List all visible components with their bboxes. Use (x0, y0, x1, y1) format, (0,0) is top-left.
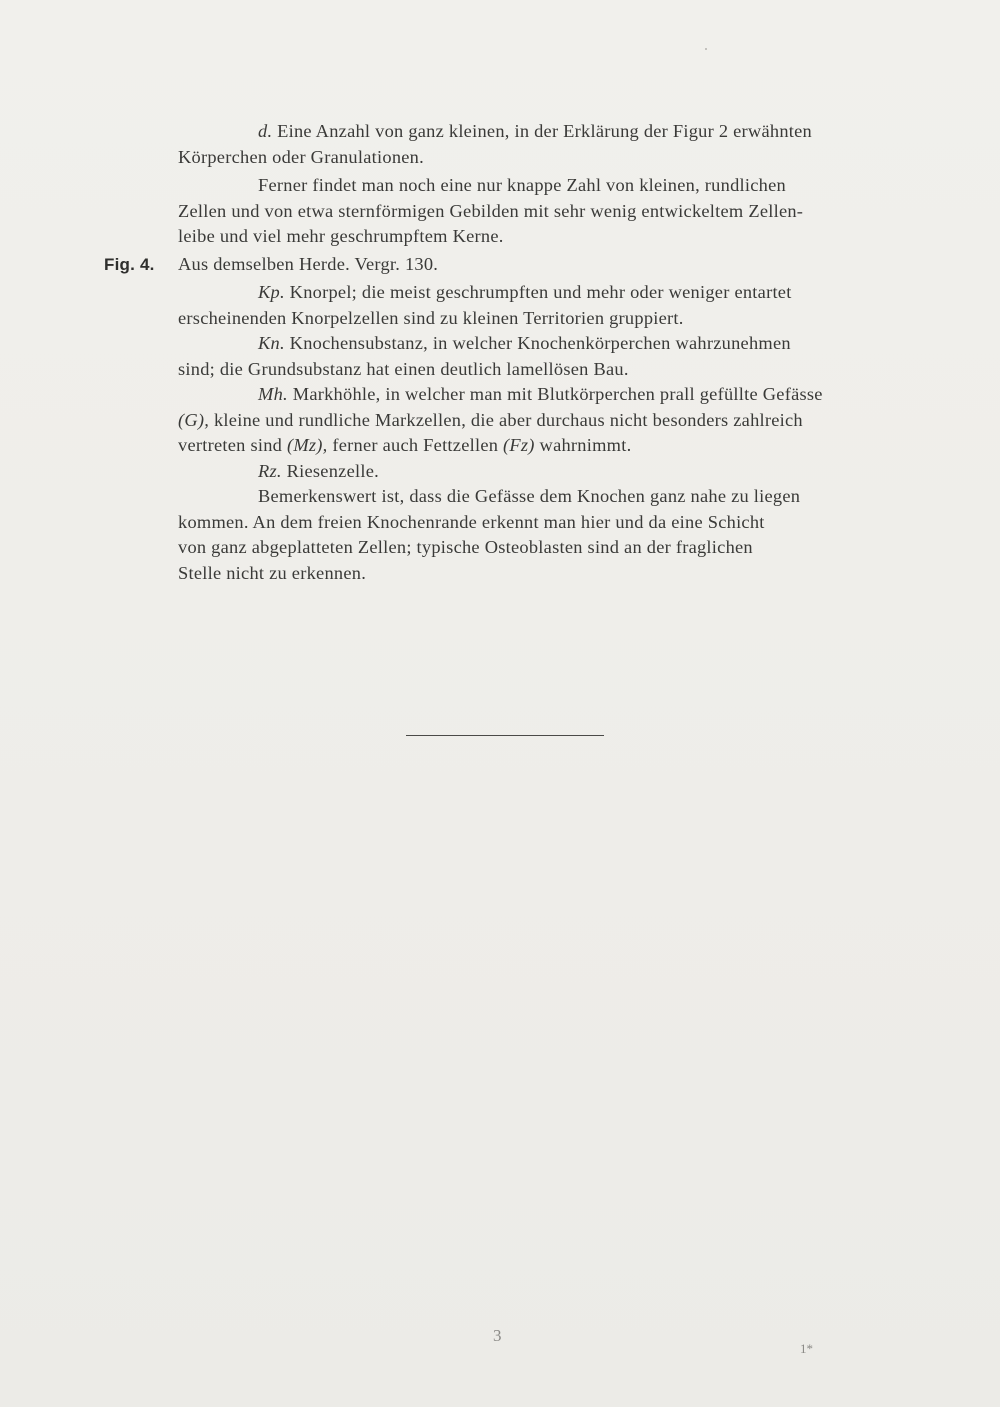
paragraph-ferner-line-3: leibe und viel mehr geschrumpftem Kerne. (178, 226, 504, 246)
section-divider (406, 735, 604, 736)
legend-kp-line-1 (178, 280, 908, 306)
paragraph-remark-line-1: Bemerkenswert ist, dass die Gefässe dem Knochen ganz nahe zu liegen (258, 486, 801, 506)
paragraph-ferner-line-1: Ferner findet man noch eine nur knappe Zahl von kleinen, rundlichen (258, 175, 786, 195)
legend-label-rz: Rz. (258, 460, 282, 481)
legend-label-kn: Kn. (258, 333, 285, 353)
legend-text-mh: Markhöhle, in welcher man mit Blutkörperchen prall gefüllte Gefässe (287, 384, 823, 404)
legend-mh-text-3c: ferner auch Fettzellen (327, 435, 504, 455)
legend-kp-line-2: erscheinenden Knorpelzellen sind zu kleinen Territorien gruppiert. (178, 307, 684, 328)
legend-mh-line-1 (178, 382, 908, 408)
legend-text-rz: Riesenzelle. (281, 460, 379, 481)
legend-kn-line-2: sind; die Grundsubstanz hat einen deutlich lamellösen Bau. (178, 358, 629, 379)
legend-text-kn: Knochensubstanz, in welcher Knochenkörperchen wahrzunehmen (284, 333, 791, 353)
item-label-d: d. (258, 121, 273, 141)
legend-mh-line-3 (178, 433, 908, 459)
legend-ref-fz: (Fz) (503, 435, 535, 455)
legend-label-kp: Kp. (258, 282, 285, 302)
item-text-d: Eine Anzahl von ganz kleinen, in der Erklärung der Figur 2 erwähnten (272, 121, 812, 141)
legend-mh-text-3e: wahrnimmt. (534, 435, 632, 455)
paragraph-d-line-1 (178, 119, 908, 145)
legend-ref-g: (G), (178, 409, 210, 430)
legend-text-kp: Knorpel; die meist geschrumpften und mehr oder weniger entartet (284, 282, 792, 302)
paragraph-remark-line-3: von ganz abgeplatteten Zellen; typische Osteoblasten sind an der fraglichen (178, 537, 753, 557)
page-number: 3 (493, 1326, 502, 1345)
legend-kn-line-1 (178, 331, 908, 357)
legend-mh-line-2 (178, 408, 908, 434)
figure-4-caption (104, 252, 908, 278)
paper-speck (705, 48, 707, 50)
body-text (104, 119, 908, 586)
figure-caption-text: Aus demselben Herde. Vergr. 130. (178, 253, 439, 274)
paragraph-ferner-line-2: Zellen und von etwa sternförmigen Gebilden mit sehr wenig entwickeltem Zellen- (178, 200, 804, 221)
legend-mh-text-2: kleine und rundliche Markzellen, die aber durchaus nicht besonders zahlreich (209, 409, 803, 430)
figure-label: Fig. 4. (104, 254, 155, 274)
signature-mark: 1* (800, 1341, 813, 1356)
paragraph-remark-line-4: Stelle nicht zu erkennen. (178, 562, 367, 583)
legend-mh-text-3a: vertreten sind (178, 435, 287, 455)
legend-ref-mz: (Mz), (286, 435, 328, 455)
paragraph-remark-line-2: kommen. An dem freien Knochenrande erkennt man hier und da eine Schicht (178, 511, 765, 532)
legend-label-mh: Mh. (258, 384, 288, 404)
paragraph-d-line-2: Körperchen oder Granulationen. (178, 146, 424, 167)
legend-rz-line (178, 459, 908, 485)
